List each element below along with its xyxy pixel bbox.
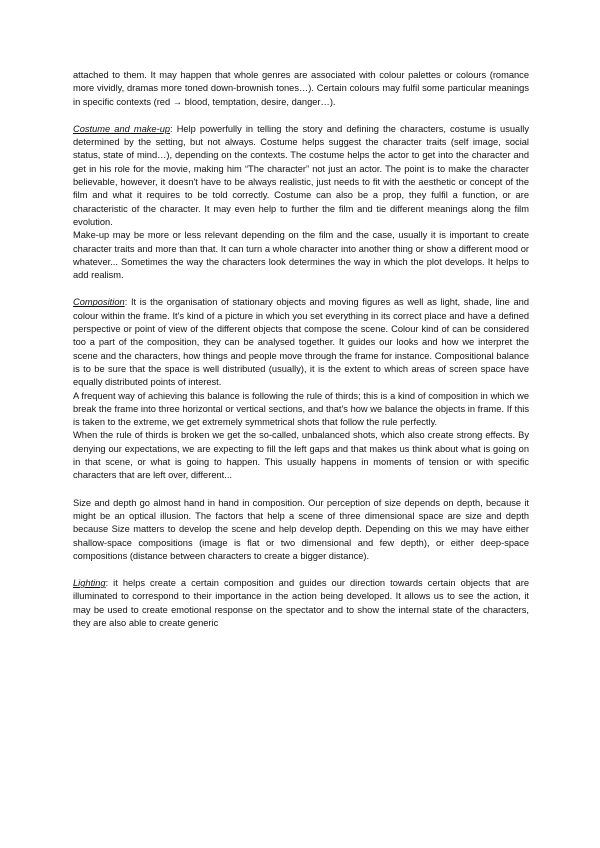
section-term-lighting: Lighting: [73, 578, 106, 589]
paragraph-rule-of-thirds: [73, 390, 529, 430]
paragraph-costume: [73, 123, 529, 229]
paragraph-lighting: [73, 577, 529, 630]
paragraph-make-up: [73, 229, 529, 282]
paragraph-text: attached to them. It may happen that whole genres are associated with colour palettes or colours (romance more vividly, dramas more toned down-brownish tones…). Certain colours may fulfil some particular meanings in specific contexts (red → blood, temptation, desire, danger…).: [73, 70, 529, 107]
paragraph-text: Make-up may be more or less relevant depending on the film and the case, usually it is important to create character traits and more than that. It can turn a whole character into another thing or show a different mood or whatever... Sometimes the way the characters look determines the way in which the plot develops. It helps to add realism.: [73, 230, 529, 281]
section-term-composition: Composition: [73, 297, 125, 308]
term-separator: :: [105, 578, 114, 589]
section-term-costume: Costume and make-up: [73, 123, 171, 134]
paragraph-unbalanced-shots: [73, 429, 529, 482]
paragraph-text: Help powerfully in telling the story and defining the characters, costume is usually determined by the setting, but not always. Costume helps suggest the character traits (self image, social status, state of mind…), depending on the contexts. The costume helps the actor to get into the character and get in his role for the movie, making him “The character” not just an actor. The point is to make the character believable, however, it doesn't have to be always realistic, just needs to fit with the aesthetic or concept of the film and what it requires to be told correctly. Costume can also be a prop, they fulfil a function, or are characteristic of the character. It may even help to further the film and tie different meanings along the film evolution.: [73, 123, 529, 227]
paragraph-text: A frequent way of achieving this balance is following the rule of thirds; this is a kind of composition in which we break the frame into three horizontal or vertical sections, and that's how we balance the objects in frame. If this is taken to the extreme, we get extremely symmetrical shots that follow the rule perfectly.: [73, 390, 529, 428]
paragraph-text: Size and depth go almost hand in hand in composition. Our perception of size depends on depth, because it might be an optical illusion. The factors that help a scene of three dimensional space are size and depth because Size matters to develop the scene and help develop depth. Depending on this we may have either shallow-space compositions (image is flat or two dimensional and few depth), or either deep-space compositions (distance between characters to create a bigger distance).: [73, 497, 529, 561]
paragraph-colour-palettes: [73, 69, 529, 109]
paragraph-composition: [73, 296, 529, 389]
term-separator: :: [170, 123, 177, 134]
paragraph-text: When the rule of thirds is broken we get the so-called, unbalanced shots, which also create strong effects. By denying our expectations, we are expecting to fill the left gaps and that makes us think about what is going on in that scene, or what is going to happen. This usually happens in moments of tension or with specific characters that are left over, different...: [73, 430, 529, 481]
paragraph-text: it helps create a certain composition and guides our direction towards certain objects that are illuminated to correspond to their importance in the action being developed. It allows us to see the action, it may be used to create emotional response on the spectator and to show the internal state of the characters, they are also able to create generic: [73, 578, 529, 628]
paragraph-text: It is the organisation of stationary objects and moving figures as well as light, shade, line and colour within the frame. It's kind of a picture in which you set everything in its correct place and have a defined perspective or point of view of the different objects that compose the scene. Colour kind of can be considered too a part of the composition, they can be analysed together. It guides our looks and how we interpret the scene and the characters, how things and people move through the frame for instance. Compositional balance is to be sure that the space is well distributed (usually), it is the extent to which areas of screen space have equally distributed points of interest.: [73, 297, 530, 388]
term-separator: :: [124, 297, 131, 308]
paragraph-size-depth: [73, 497, 529, 563]
